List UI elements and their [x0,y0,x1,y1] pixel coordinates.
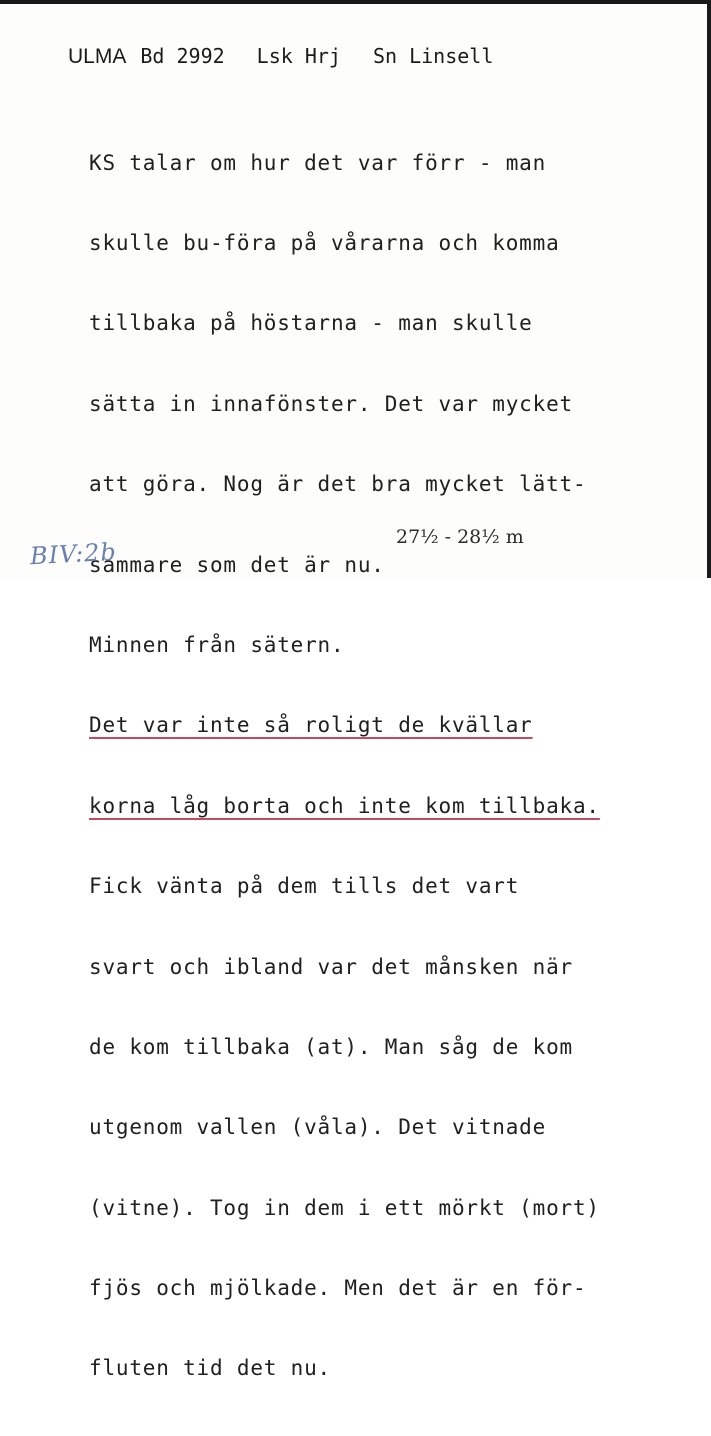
scan-edge-right [707,0,711,578]
archive-code: ULMA [68,45,127,68]
parish-name: Sn Linsell [372,44,494,68]
text-line: sätta in innafönster. Det var mycket [89,391,573,416]
text-line: att göra. Nog är det bra mycket lätt- [89,472,587,497]
recording-measurement: 27½ - 28½ m [396,526,524,548]
card-header [68,44,493,69]
underlined-text-line: korna låg borta och inte kom tillbaka. [89,793,600,818]
text-line: sammare som det är nu. [89,552,385,577]
text-line: Fick vänta på dem tills det vart [89,874,520,899]
text-line: (vitne). Tog in dem i ett mörkt (mort) [89,1195,600,1220]
text-line: svart och ibland var det månsken när [89,954,573,979]
scan-edge-top [0,0,711,4]
text-line: fjös och mjölkade. Men det är en för- [89,1276,587,1301]
text-line: utgenom vallen (våla). Det vitnade [89,1115,547,1140]
text-line: tillbaka på höstarna - man skulle [89,311,533,336]
text-line: Minnen från sätern. [89,632,345,657]
text-line: KS talar om hur det var förr - man [89,150,547,175]
province-code: Lsk Hrj [256,44,341,68]
handwritten-shelf-mark: BIV:2b [29,537,118,571]
text-line: skulle bu-föra på vårarna och komma [89,230,560,255]
transcript-text [89,96,704,1436]
underlined-text-line: Det var inte så roligt de kvällar [89,713,533,738]
text-line: de kom tillbaka (at). Man såg de kom [89,1034,573,1059]
text-line: fluten tid det nu. [89,1356,331,1381]
volume-number: Bd 2992 [140,44,225,68]
